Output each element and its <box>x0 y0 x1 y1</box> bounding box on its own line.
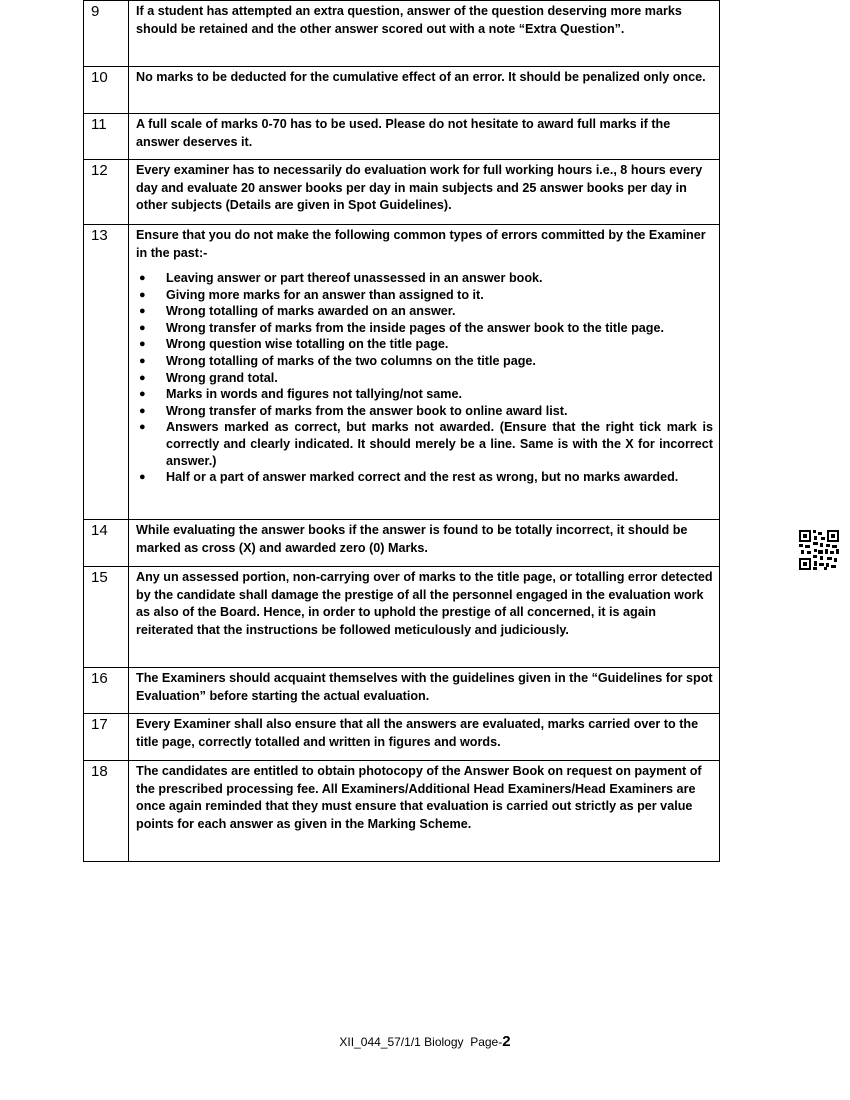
list-item: ● Wrong totalling of marks of the two columns on the title page. <box>139 353 536 368</box>
row-text: The candidates are entitled to obtain photocopy of the Answer Book on request on payment of the prescribed processing fee. All Examiners/Additional Head Examiners/Head Examiners are once again reminded that they must ensure that evaluation is carried out strictly as per value points for each answer as given in the Marking Scheme. <box>129 761 720 862</box>
page-number: 2 <box>502 1033 511 1050</box>
row-number: 17 <box>84 714 129 761</box>
row-intro: Ensure that you do not make the following common types of errors committed by the Examiner in the past:- <box>136 228 706 260</box>
bullet-icon: ● <box>139 371 146 384</box>
list-item: ● Marks in words and figures not tallying/not same. <box>139 387 463 402</box>
list-item: ● Answers marked as correct, but marks not awarded. (Ensure that the right tick mark is correctly and clearly indicated. It should merely be a line. Same is with the X for incorrect answer.) <box>139 420 713 468</box>
qr-code-icon <box>799 530 839 570</box>
bullet-icon: ● <box>139 338 146 351</box>
table-row <box>84 668 720 714</box>
row-text: Any un assessed portion, non-carrying over of marks to the title page, or totalling error detected by the candidate shall damage the prestige of all the personnel engaged in the evaluation work as also of the Board. Hence, in order to uphold the prestige of all concerned, it is again reiterated that the instructions be followed meticulously and judiciously. <box>129 567 720 668</box>
table-row <box>84 714 720 761</box>
row-text: A full scale of marks 0-70 has to be used. Please do not hesitate to award full marks if the answer deserves it. <box>129 114 720 160</box>
row-text: Every Examiner shall also ensure that all the answers are evaluated, marks carried over to the title page, correctly totalled and written in figures and words. <box>129 714 720 761</box>
row-number: 16 <box>84 668 129 714</box>
bullet-icon: ● <box>139 421 146 434</box>
page-footer <box>0 1033 850 1050</box>
bullet-icon: ● <box>139 354 146 367</box>
row-number: 10 <box>84 67 129 114</box>
bullet-icon: ● <box>139 272 146 284</box>
page-label: Page- <box>470 1035 503 1049</box>
row-text-with-list <box>129 225 720 520</box>
table-row <box>84 761 720 862</box>
row-number: 15 <box>84 567 129 668</box>
document-code: XII_044_57/1/1 Biology <box>339 1035 464 1049</box>
list-item: ● Half or a part of answer marked correct and the rest as wrong, but no marks awarded. <box>139 470 679 485</box>
row-text: The Examiners should acquaint themselves with the guidelines given in the “Guidelines for spot Evaluation” before starting the actual evaluation. <box>129 668 720 714</box>
bullet-icon: ● <box>139 471 146 484</box>
table-row <box>84 567 720 668</box>
row-text: If a student has attempted an extra question, answer of the question deserving more marks should be retained and the other answer scored out with a note “Extra Question”. <box>129 1 720 67</box>
list-item: ● Wrong transfer of marks from the answer book to online award list. <box>139 403 568 418</box>
row-number: 11 <box>84 114 129 160</box>
list-item: ● Wrong totalling of marks awarded on an answer. <box>139 304 456 319</box>
row-text: No marks to be deducted for the cumulative effect of an error. It should be penalized only once. <box>129 67 720 114</box>
row-number: 12 <box>84 160 129 225</box>
list-item: ● Wrong question wise totalling on the title page. <box>139 337 449 352</box>
table-row <box>84 225 720 520</box>
row-text: While evaluating the answer books if the answer is found to be totally incorrect, it should be marked as cross (X) and awarded zero (0) Marks. <box>129 520 720 567</box>
bullet-icon: ● <box>139 388 146 401</box>
table-row <box>84 67 720 114</box>
table-row <box>84 520 720 567</box>
bullet-icon: ● <box>139 305 146 318</box>
bullet-icon: ● <box>139 288 146 301</box>
list-item: ● Wrong transfer of marks from the inside pages of the answer book to the title page. <box>139 320 665 335</box>
row-number: 9 <box>84 1 129 67</box>
table-row <box>84 160 720 225</box>
row-text: Every examiner has to necessarily do evaluation work for full working hours i.e., 8 hours every day and evaluate 20 answer books per day in main subjects and 25 answer books per day in other subjects (Details are given in Spot Guidelines). <box>129 160 720 225</box>
bullet-icon: ● <box>139 321 146 334</box>
row-number: 14 <box>84 520 129 567</box>
bullet-icon: ● <box>139 404 146 417</box>
row-number: 18 <box>84 761 129 862</box>
row-number: 13 <box>84 225 129 520</box>
list-item: ● Giving more marks for an answer than assigned to it. <box>139 287 484 302</box>
table-row <box>84 1 720 67</box>
table-row <box>84 114 720 160</box>
list-item: ● Wrong grand total. <box>139 370 278 385</box>
guidelines-table <box>83 0 720 862</box>
error-list <box>136 270 713 486</box>
list-item: ● Leaving answer or part thereof unassessed in an answer book. <box>139 271 543 285</box>
